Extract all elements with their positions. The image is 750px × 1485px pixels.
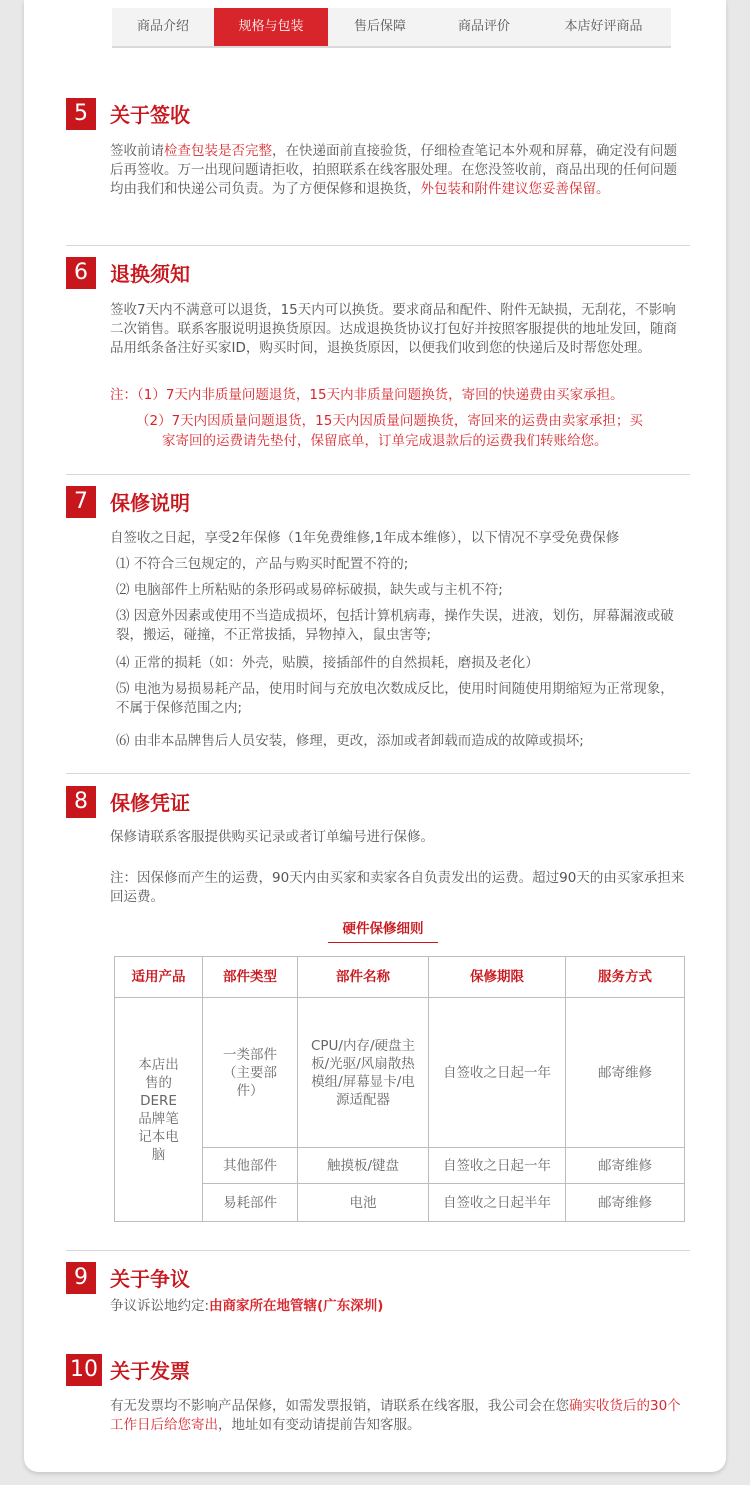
tab-reviews[interactable]: 商品评价 [457,19,510,34]
service-cell: 邮寄维修 [566,998,685,1148]
section-text: 有无发票均不影响产品保修，如需发票报销，请联系在线客服，我公司会在您确实收货后的30个工作日后给您寄出，地址如有变动请提前告知客服。 [110,1398,681,1433]
section-title: 保修说明 [110,491,190,515]
return-note-2: （2）7天内因质量问题退货，15天内因质量问题换货，寄回来的运费由卖家承担；买 [136,413,643,429]
section-title: 保修凭证 [110,791,190,815]
table-row [115,998,685,1148]
section-text: 签收前请检查包装是否完整，在快递面前直接验货，仔细检查笔记本外观和屏幕，确定没有问题后再签收。万一出现问题请拒收，拍照联系在线客服处理。在您没签收前，商品出现的任何问题均由我们和快递公司负责。为了方便保修和退换货，外包装和附件建议您妥善保留。 [110,143,677,197]
part-name-cell: 电池 [298,1184,429,1222]
list-item: ⑷ 正常的损耗（如：外壳，贴膜，接插部件的自然损耗，磨损及老化） [116,655,539,671]
period-cell: 自签收之日起一年 [429,998,566,1148]
section-invoice [66,1352,690,1388]
table-header: 保修期限 [429,957,566,998]
list-item: ⑸ 电池为易损易耗产品，使用时间与充放电次数成反比，使用时间随使用期缩短为正常现象，不属于保修范围之内; [116,681,674,716]
list-item: ⑴ 不符合三包规定的，产品与购买时配置不符的; [116,556,409,572]
section-number: 6 [66,257,96,289]
return-note-1: 注：（1）7天内非质量问题退货，15天内非质量问题换货，寄回的快递费由买家承担。 [110,387,624,403]
part-type-cell: 其他部件 [203,1148,298,1184]
divider [66,773,690,774]
part-name-cell: 触摸板/键盘 [298,1148,429,1184]
section-number: 10 [66,1354,102,1386]
section-sign-for [66,96,690,132]
table-header: 适用产品 [115,957,203,998]
divider [66,474,690,475]
period-cell: 自签收之日起半年 [429,1184,566,1222]
section-number: 5 [66,98,96,130]
warranty-table [114,956,685,1222]
product-cell: 本店出售的DERE品牌笔记本电脑 [115,998,203,1222]
shipping-note: 注：因保修而产生的运费，90天内由买家和卖家各自负责发出的运费。超过90天的由买家承担来回运费。 [110,870,685,905]
divider [66,1250,690,1251]
table-header: 部件类型 [203,957,298,998]
part-type-cell: 一类部件（主要部件） [203,998,298,1148]
list-item: ⑵ 电脑部件上所粘贴的条形码或易碎标破损，缺失或与主机不符; [116,582,503,598]
section-number: 8 [66,786,96,818]
divider [66,245,690,246]
section-text: 保修请联系客服提供购买记录或者订单编号进行保修。 [110,829,434,845]
table-title: 硬件保修细则 [328,917,438,943]
section-number: 7 [66,486,96,518]
return-note-2-cont: 家寄回的运费请先垫付，保留底单，订单完成退款后的运费我们转账给您。 [162,433,608,449]
section-warranty-info [66,484,690,520]
tab-spec-packaging[interactable]: 规格与包装 [214,8,328,46]
table-header: 服务方式 [566,957,685,998]
part-name-cell: CPU/内存/硬盘主板/光驱/风扇散热模组/屏幕显卡/电源适配器 [298,998,429,1148]
table-header: 部件名称 [298,957,429,998]
section-text: 签收7天内不满意可以退货，15天内可以换货。要求商品和配件、附件无缺损，无刮花，不影响二次销售。联系客服说明退换货原因。达成退换货协议打包好并按照客服提供的地址发回，随商品用纸条备注好买家ID，购买时间，退换货原因，以便我们收到您的快递后及时帮您处理。 [110,302,677,356]
section-title: 关于争议 [110,1267,190,1291]
period-cell: 自签收之日起一年 [429,1148,566,1184]
section-warranty-proof [66,784,690,820]
section-title: 退换须知 [110,262,190,286]
section-number: 9 [66,1262,96,1294]
tab-after-sales[interactable]: 售后保障 [353,19,406,34]
tab-bar [112,8,671,48]
tab-product-intro[interactable]: 商品介绍 [136,19,189,34]
section-return-policy [66,255,690,291]
list-item: ⑹ 由非本品牌售后人员安装，修理，更改，添加或者卸载而造成的故障或损坏; [116,733,584,749]
section-text: 争议诉讼地约定:由商家所在地管辖(广东深圳) [110,1298,384,1314]
service-cell: 邮寄维修 [566,1148,685,1184]
warranty-intro: 自签收之日起，享受2年保修（1年免费维修,1年成本维修），以下情况不享受免费保修 [110,530,620,546]
section-title: 关于发票 [110,1359,190,1383]
section-disputes [66,1260,690,1296]
service-cell: 邮寄维修 [566,1184,685,1222]
tab-top-rated[interactable]: 本店好评商品 [564,19,643,34]
table-header-row [115,957,685,998]
list-item: ⑶ 因意外因素或使用不当造成损坏，包括计算机病毒，操作失误，进液，划伤，屏幕漏液或破裂，搬运，碰撞，不正常拔插，异物掉入，鼠虫害等; [116,608,674,643]
section-title: 关于签收 [110,103,190,127]
part-type-cell: 易耗部件 [203,1184,298,1222]
